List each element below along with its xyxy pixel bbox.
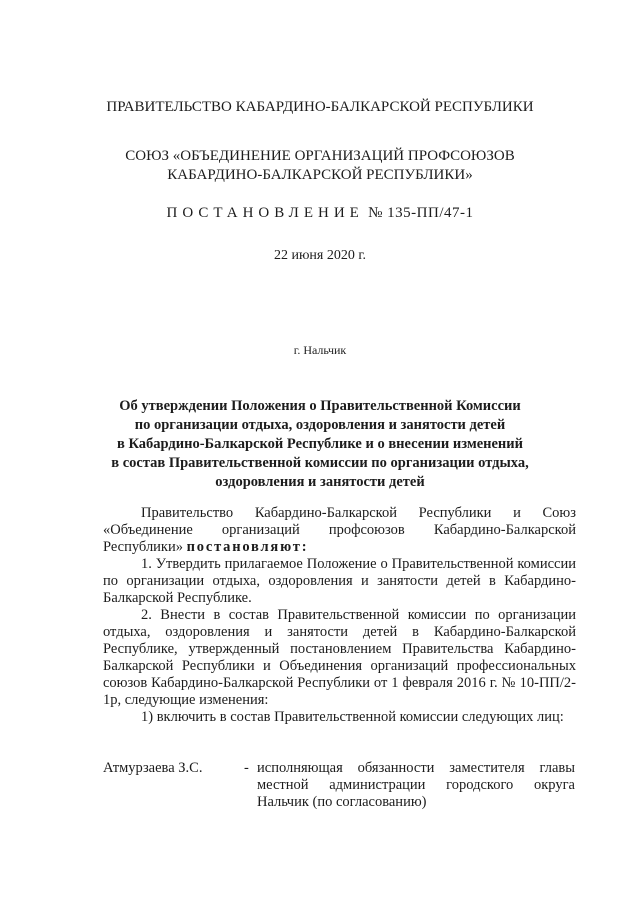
- member-dash: -: [244, 760, 249, 776]
- item-1: 1. Утвердить прилагаемое Положение о Правительственной комиссии по организации отдыха, оздоровления и занятости детей в Кабардино-Балкарской Республике.: [103, 556, 576, 606]
- item-2-1: 1) включить в состав Правительственной комиссии следующих лиц:: [141, 709, 564, 725]
- member-name: Атмурзаева З.С.: [103, 760, 203, 776]
- decree-body: [103, 505, 576, 726]
- intro-text: Правительство Кабардино-Балкарской Республики и Союз «Объединение организаций профсоюзов Кабардино-Балкарской Республики»: [103, 505, 576, 555]
- member-position: исполняющая обязанности заместителя главы местной администрации городского округа Нальчик (по согласованию): [257, 760, 575, 810]
- subject-line4: в состав Правительственной комиссии по организации отдыха,: [111, 455, 529, 471]
- decree-subject: [0, 397, 640, 492]
- decree-city: г. Нальчик: [293, 343, 347, 357]
- union-title-line1: СОЮЗ «ОБЪЕДИНЕНИЕ ОРГАНИЗАЦИЙ ПРОФСОЮЗОВ: [125, 148, 515, 164]
- intro-verb: постановляют:: [186, 539, 309, 555]
- decree-date: 22 июня 2020 г.: [273, 248, 367, 263]
- item-2: 2. Внести в состав Правительственной комиссии по организации отдыха, оздоровления и занятости детей в Кабардино-Балкарской Республике, утвержденный постановлением Правительства Кабардино-Балкарской Республики и Объединения организаций профессиональных союзов Кабардино-Балкарской Республики от 1 февраля 2016 г. № 10-ПП/2-1р, следующие изменения:: [103, 607, 576, 708]
- union-title: [0, 147, 640, 185]
- union-title-line2: КАБАРДИНО-БАЛКАРСКОЙ РЕСПУБЛИКИ»: [167, 167, 473, 183]
- subject-line3: в Кабардино-Балкарской Республике и о внесении изменений: [117, 436, 523, 452]
- subject-line1: Об утверждении Положения о Правительственной Комиссии: [119, 398, 521, 414]
- subject-line5: оздоровления и занятости детей: [215, 474, 425, 490]
- government-title: ПРАВИТЕЛЬСТВО КАБАРДИНО-БАЛКАРСКОЙ РЕСПУБЛИКИ: [106, 99, 534, 115]
- decree-word: ПОСТАНОВЛЕНИЕ: [166, 205, 364, 221]
- subject-line2: по организации отдыха, оздоровления и занятости детей: [134, 417, 506, 433]
- decree-heading: [0, 205, 640, 222]
- intro-paragraph: [103, 505, 576, 556]
- decree-number: № 135-ПП/47-1: [368, 205, 474, 221]
